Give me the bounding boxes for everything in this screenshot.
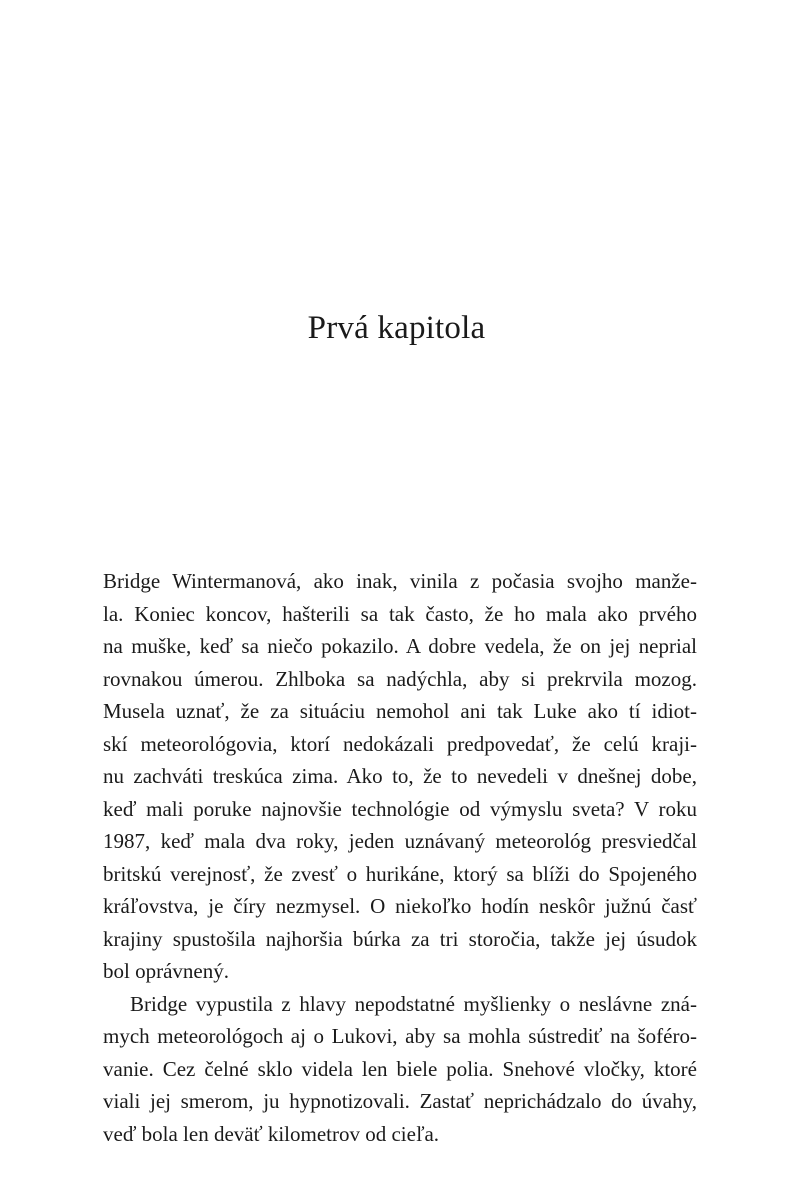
- paragraph-2: [103, 988, 697, 1151]
- text-line: 1987, keď mala dva roky, jeden uznávaný meteorológ presviedčal: [103, 829, 697, 853]
- text-line: nu zachváti treskúca zima. Ako to, že to nevedeli v dnešnej dobe,: [103, 764, 697, 788]
- text-line: bol oprávnený.: [103, 959, 229, 983]
- text-line: Bridge Wintermanová, ako inak, vinila z počasia svojho manže-: [103, 569, 697, 593]
- chapter-title: Prvá kapitola: [307, 310, 486, 346]
- text-line: vanie. Cez čelné sklo videla len biele polia. Snehové vločky, ktoré: [103, 1056, 697, 1081]
- text-line: viali jej smerom, ju hypnotizovali. Zastať neprichádzalo do úvahy,: [103, 1089, 697, 1113]
- paragraph-1: [103, 565, 697, 988]
- text-line: Bridge vypustila z hlavy nepodstatné myšlienky o neslávne zná-: [130, 991, 697, 1016]
- text-line: krajiny spustošila najhoršia búrka za tri storočia, takže jej úsudok: [103, 926, 697, 951]
- text-line: Musela uznať, že za situáciu nemohol ani tak Luke ako tí idiot-: [103, 699, 697, 723]
- text-line: rovnakou úmerou. Zhlboka sa nadýchla, aby si prekrvila mozog.: [103, 666, 697, 691]
- text-line: la. Koniec koncov, hašterili sa tak často, že ho mala ako prvého: [103, 601, 697, 626]
- body-text: [103, 565, 697, 1150]
- text-line: kráľovstva, je číry nezmysel. O niekoľko hodín neskôr južnú časť: [103, 894, 697, 918]
- text-line: skí meteorológovia, ktorí nedokázali predpovedať, že celú kraji-: [103, 731, 697, 756]
- text-line: keď mali poruke najnovšie technológie od výmyslu sveta? V roku: [103, 796, 697, 821]
- text-line: veď bola len deväť kilometrov od cieľa.: [103, 1121, 440, 1146]
- text-line: mych meteorológoch aj o Lukovi, aby sa mohla sústrediť na šoféro-: [103, 1024, 697, 1048]
- text-line: britskú verejnosť, že zvesť o hurikáne, ktorý sa blíži do Spojeného: [103, 861, 697, 886]
- text-line: na muške, keď sa niečo pokazilo. A dobre vedela, že on jej neprial: [103, 634, 697, 658]
